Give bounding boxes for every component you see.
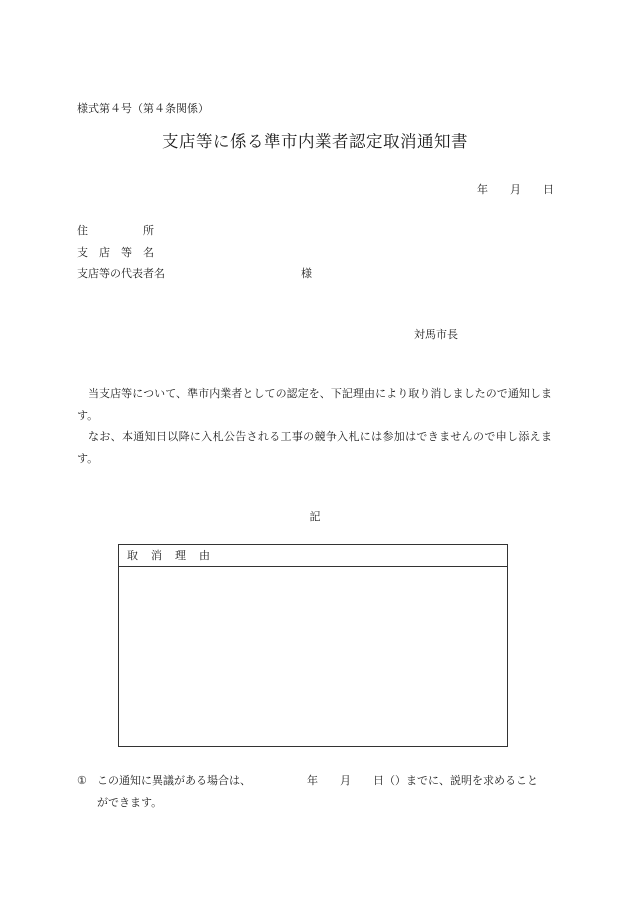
ki-heading: 記 — [309, 510, 321, 523]
note-day: 日（）までに、説明を求めること — [373, 774, 538, 787]
date-year: 年 — [477, 183, 488, 196]
date-month: 月 — [510, 183, 521, 196]
address-label: 住 所 — [77, 224, 154, 237]
body-paragraph-2: なお、本通知日以降に入札公告される工事の競争入札には参加はできませんので申し添えます。 — [77, 430, 552, 465]
body-paragraph-1: 当支店等について、準市内業者としての認定を、下記理由により取り消しましたので通知します。 — [77, 387, 552, 422]
issuer: 対馬市長 — [414, 328, 458, 341]
branch-name-label: 支 店 等 名 — [77, 246, 154, 259]
form-number: 様式第４号（第４条関係） — [77, 102, 209, 115]
note-number: ① — [77, 774, 87, 787]
reason-box-header — [119, 545, 507, 567]
note-month: 月 — [340, 774, 351, 787]
honorific: 様 — [301, 267, 312, 280]
note-1 — [77, 770, 557, 814]
reason-box — [118, 544, 508, 747]
representative-label: 支店等の代表者名 — [77, 267, 165, 280]
date-day: 日 — [543, 183, 554, 196]
body-text — [77, 383, 552, 469]
note-text-b: ができます。 — [97, 796, 163, 809]
note-text-a: この通知に異議がある場合は、 — [97, 774, 251, 787]
date-line — [477, 181, 554, 197]
reason-box-header-label: 取消理由 — [127, 549, 223, 562]
note-text — [97, 770, 557, 814]
document-title: 支店等に係る準市内業者認定取消通知書 — [162, 132, 468, 151]
note-year: 年 — [307, 774, 318, 787]
